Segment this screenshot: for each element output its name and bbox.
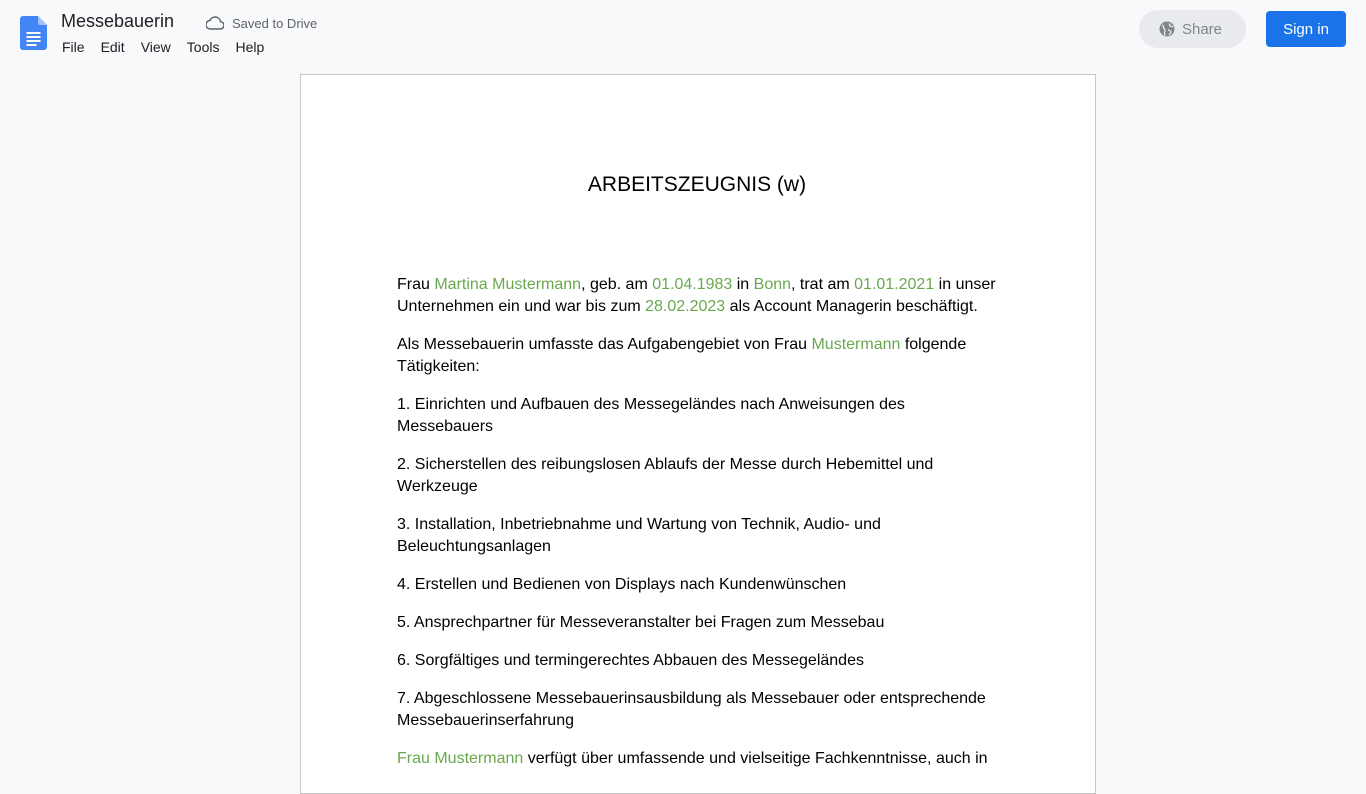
document-heading: ARBEITSZEUGNIS (w)	[587, 173, 807, 196]
menu-edit[interactable]: Edit	[100, 39, 125, 55]
paragraph-intro: Frau Martina Mustermann, geb. am 01.04.1983 in Bonn, trat am 01.01.2021 in unser Unternehmen ein und war bis zum 28.02.2023 als Account Managerin beschäftigt.	[397, 276, 996, 315]
top-bar	[0, 0, 1366, 64]
globe-icon	[1159, 21, 1175, 37]
task-item: 1. Einrichten und Aufbauen des Messegeländes nach Anweisungen des Messebauers	[397, 396, 905, 435]
menu-bar	[54, 36, 272, 58]
end-date: 28.02.2023	[645, 298, 726, 315]
document-body	[397, 274, 997, 786]
task-item: 3. Installation, Inbetriebnahme und Wartung von Technik, Audio- und Beleuchtungsanlagen	[397, 516, 881, 555]
document-title[interactable]: Messebauerin	[61, 11, 175, 31]
birth-city: Bonn	[753, 276, 792, 293]
task-item: 6. Sorgfältiges und termingerechtes Abbauen des Messegeländes	[397, 652, 864, 669]
menu-file[interactable]: File	[62, 39, 85, 55]
employee-name: Martina Mustermann	[434, 276, 582, 293]
task-item: 4. Erstellen und Bedienen von Displays nach Kundenwünschen	[397, 576, 847, 593]
sign-in-button[interactable]: Sign in	[1266, 11, 1346, 47]
menu-tools[interactable]: Tools	[186, 39, 220, 55]
cloud-done-icon	[206, 16, 224, 30]
start-date: 01.01.2021	[854, 276, 935, 293]
share-button[interactable]	[1139, 10, 1246, 48]
menu-help[interactable]: Help	[235, 39, 265, 55]
birth-date: 01.04.1983	[652, 276, 733, 293]
paragraph-tasks-intro: Als Messebauerin umfasste das Aufgabengebiet von Frau Mustermann folgende Tätigkeiten:	[397, 336, 967, 375]
share-label: Share	[1181, 20, 1223, 38]
document-page[interactable]	[300, 74, 1096, 794]
google-docs-logo-icon[interactable]	[20, 16, 47, 50]
menu-view[interactable]: View	[140, 39, 171, 55]
paragraph-skills: Frau Mustermann verfügt über umfassende und vielseitige Fachkenntnisse, auch in	[397, 750, 988, 767]
task-item: 7. Abgeschlossene Messebauerinsausbildung als Messebauer oder entsprechende Messebauerinserfahrung	[397, 690, 986, 729]
employee-surname: Mustermann	[811, 336, 901, 353]
save-status-label: Saved to Drive	[232, 15, 318, 31]
task-item: 5. Ansprechpartner für Messeveranstalter bei Fragen zum Messebau	[397, 614, 885, 631]
save-status[interactable]	[206, 14, 317, 32]
employee-full-name: Frau Mustermann	[397, 750, 524, 767]
task-item: 2. Sicherstellen des reibungslosen Ablaufs der Messe durch Hebemittel und Werkzeuge	[397, 456, 934, 495]
